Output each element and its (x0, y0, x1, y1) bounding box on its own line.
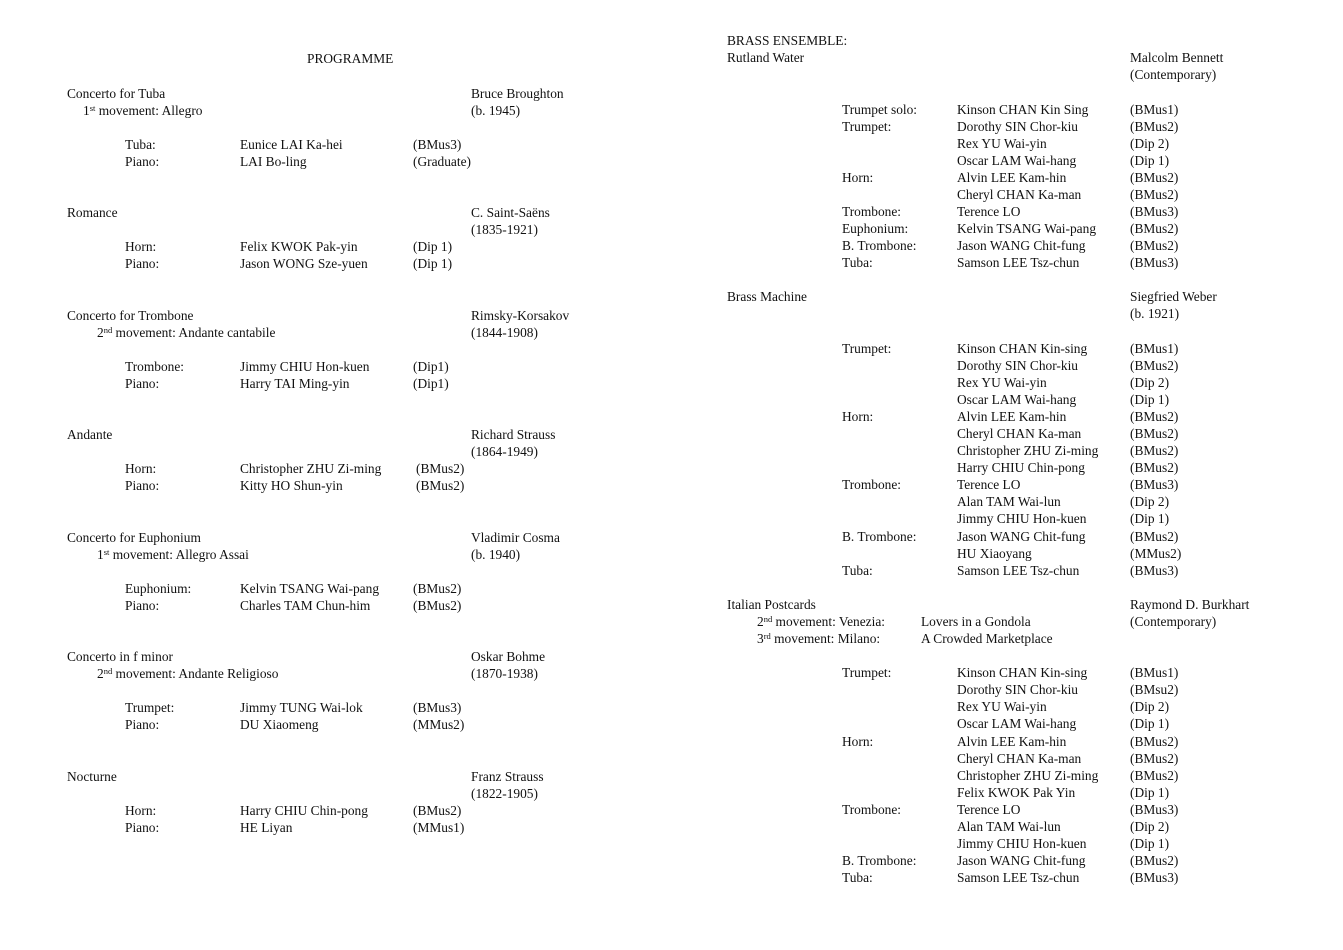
performer-name: Kelvin TSANG Wai-pang (957, 221, 1097, 236)
piece-title: Romance (67, 205, 118, 220)
performer-status: (BMus2) (1130, 187, 1179, 202)
performer-instrument: Piano: (125, 376, 160, 391)
performer-status: (BMus3) (413, 700, 462, 715)
performer-name: Harry CHIU Chin-pong (240, 803, 368, 818)
piece-movement: 1st movement: Allegro Assai (97, 547, 249, 562)
performer-status: (BMus1) (1130, 102, 1179, 117)
composer-dates: (b. 1940) (471, 547, 521, 562)
performer-status: (Dip 2) (1130, 699, 1170, 714)
performer-instrument: Trombone: (842, 204, 902, 219)
performer-status: (BMus2) (1130, 751, 1179, 766)
performer-status: (BMsu2) (1130, 682, 1179, 697)
performer-status: (BMus2) (1130, 238, 1179, 253)
performer-name: Harry TAI Ming-yin (240, 376, 350, 391)
performer-status: (BMus3) (1130, 255, 1179, 270)
performer-instrument: Euphonium: (125, 581, 192, 596)
performer-instrument: Tuba: (842, 870, 873, 885)
performer-name: Alvin LEE Kam-hin (957, 170, 1067, 185)
performer-instrument: Euphonium: (842, 221, 909, 236)
performer-status: (Dip1) (413, 359, 449, 374)
performer-status: (BMus2) (1130, 460, 1179, 475)
piece-movement: 1st movement: Allegro (83, 103, 203, 118)
performer-instrument: Horn: (842, 170, 874, 185)
piece-title: Concerto for Euphonium (67, 530, 201, 545)
movement-label: 2nd movement: Venezia: (757, 614, 885, 629)
performer-name: Christopher ZHU Zi-ming (957, 443, 1099, 458)
piece-title: Nocturne (67, 769, 117, 784)
performer-name: Oscar LAM Wai-hang (957, 716, 1077, 731)
performer-status: (MMus2) (1130, 546, 1182, 561)
piece-movement: 2nd movement: Andante Religioso (97, 666, 279, 681)
performer-name: Samson LEE Tsz-chun (957, 255, 1080, 270)
performer-status: (BMus1) (1130, 665, 1179, 680)
performer-name: Jason WANG Chit-fung (957, 853, 1086, 868)
performer-status: (BMus2) (1130, 443, 1179, 458)
performer-name: Christopher ZHU Zi-ming (957, 768, 1099, 783)
performer-status: (BMus2) (413, 803, 462, 818)
programme-heading: PROGRAMME (307, 51, 394, 66)
performer-status: (Dip 1) (1130, 153, 1170, 168)
performer-status: (BMus3) (1130, 802, 1179, 817)
performer-name: Jimmy CHIU Hon-kuen (957, 511, 1087, 526)
performer-instrument: B. Trombone: (842, 853, 917, 868)
performer-name: Jason WANG Chit-fung (957, 529, 1086, 544)
performer-name: Cheryl CHAN Ka-man (957, 187, 1082, 202)
performer-status: (Dip 1) (1130, 511, 1170, 526)
performer-name: Rex YU Wai-yin (957, 699, 1047, 714)
composer-name: C. Saint-Saëns (471, 205, 550, 220)
performer-status: (Dip 2) (1130, 375, 1170, 390)
performer-instrument: Trombone: (842, 477, 902, 492)
performer-name: Harry CHIU Chin-pong (957, 460, 1085, 475)
performer-name: Cheryl CHAN Ka-man (957, 751, 1082, 766)
piece-title: Andante (67, 427, 113, 442)
performer-instrument: Piano: (125, 717, 160, 732)
performer-status: (BMus3) (1130, 870, 1179, 885)
performer-instrument: Trombone: (842, 802, 902, 817)
performer-instrument: Tuba: (842, 563, 873, 578)
performer-name: Kinson CHAN Kin-sing (957, 665, 1088, 680)
performer-name: DU Xiaomeng (240, 717, 319, 732)
performer-status: (BMus2) (1130, 529, 1179, 544)
performer-status: (BMus2) (1130, 358, 1179, 373)
performer-status: (BMus3) (413, 137, 462, 152)
performer-status: (BMus2) (416, 461, 465, 476)
performer-name: Alvin LEE Kam-hin (957, 734, 1067, 749)
movement-label: 3rd movement: Milano: (757, 631, 881, 646)
performer-status: (MMus2) (413, 717, 465, 732)
performer-name: Cheryl CHAN Ka-man (957, 426, 1082, 441)
piece-title: Brass Machine (727, 289, 807, 304)
performer-name: Rex YU Wai-yin (957, 375, 1047, 390)
performer-instrument: Piano: (125, 598, 160, 613)
performer-name: Christopher ZHU Zi-ming (240, 461, 382, 476)
performer-instrument: Trombone: (125, 359, 185, 374)
performer-status: (BMus3) (1130, 563, 1179, 578)
performer-name: Alvin LEE Kam-hin (957, 409, 1067, 424)
performer-instrument: Horn: (842, 734, 874, 749)
performer-instrument: Horn: (842, 409, 874, 424)
performer-instrument: Piano: (125, 154, 160, 169)
performer-name: Jimmy CHIU Hon-kuen (240, 359, 370, 374)
performer-status: (BMus2) (413, 598, 462, 613)
performer-status: (BMus2) (1130, 119, 1179, 134)
composer-name: Raymond D. Burkhart (1130, 597, 1250, 612)
performer-name: Charles TAM Chun-him (240, 598, 371, 613)
performer-status: (BMus2) (1130, 409, 1179, 424)
composer-dates: (Contemporary) (1130, 614, 1217, 629)
performer-status: (Dip 2) (1130, 136, 1170, 151)
performer-name: Kitty HO Shun-yin (240, 478, 343, 493)
composer-name: Vladimir Cosma (471, 530, 560, 545)
performer-status: (Dip 1) (1130, 836, 1170, 851)
performer-status: (Dip 1) (413, 239, 453, 254)
performer-status: (BMus2) (1130, 853, 1179, 868)
performer-status: (BMus2) (1130, 221, 1179, 236)
composer-dates: (b. 1945) (471, 103, 521, 118)
performer-name: HU Xiaoyang (957, 546, 1032, 561)
performer-instrument: Tuba: (125, 137, 156, 152)
performer-name: Alan TAM Wai-lun (957, 819, 1061, 834)
performer-status: (BMus2) (1130, 170, 1179, 185)
composer-name: Siegfried Weber (1130, 289, 1217, 304)
piece-title: Concerto in f minor (67, 649, 173, 664)
composer-name: Malcolm Bennett (1130, 50, 1224, 65)
performer-instrument: B. Trombone: (842, 529, 917, 544)
performer-name: Jason WANG Chit-fung (957, 238, 1086, 253)
performer-name: Samson LEE Tsz-chun (957, 870, 1080, 885)
performer-status: (BMus2) (1130, 768, 1179, 783)
performer-name: Terence LO (957, 802, 1021, 817)
performer-status: (Graduate) (413, 154, 471, 169)
performer-name: Kinson CHAN Kin-sing (957, 341, 1088, 356)
performer-status: (Dip1) (413, 376, 449, 391)
performer-instrument: B. Trombone: (842, 238, 917, 253)
piece-title: Rutland Water (727, 50, 805, 65)
performer-name: HE Liyan (240, 820, 293, 835)
performer-instrument: Horn: (125, 239, 157, 254)
composer-dates: (1844-1908) (471, 325, 538, 340)
performer-name: Kinson CHAN Kin Sing (957, 102, 1089, 117)
composer-dates: (b. 1921) (1130, 306, 1180, 321)
performer-name: Oscar LAM Wai-hang (957, 153, 1077, 168)
performer-instrument: Horn: (125, 461, 157, 476)
performer-status: (BMus3) (1130, 477, 1179, 492)
performer-instrument: Trumpet: (842, 665, 892, 680)
performer-instrument: Trumpet: (842, 341, 892, 356)
composer-name: Bruce Broughton (471, 86, 564, 101)
composer-dates: (1870-1938) (471, 666, 538, 681)
performer-status: (BMus2) (1130, 734, 1179, 749)
performer-instrument: Trumpet: (125, 700, 175, 715)
brass-ensemble-heading: BRASS ENSEMBLE: (727, 33, 848, 48)
performer-status: (Dip 1) (413, 256, 453, 271)
composer-name: Oskar Bohme (471, 649, 546, 664)
performer-status: (BMus1) (1130, 341, 1179, 356)
performer-instrument: Horn: (125, 803, 157, 818)
performer-name: Jimmy TUNG Wai-lok (240, 700, 363, 715)
piece-title: Concerto for Tuba (67, 86, 166, 101)
performer-status: (Dip 1) (1130, 392, 1170, 407)
performer-name: Dorothy SIN Chor-kiu (957, 358, 1078, 373)
performer-name: Terence LO (957, 477, 1021, 492)
movement-name: A Crowded Marketplace (921, 631, 1053, 646)
performer-instrument: Piano: (125, 820, 160, 835)
performer-name: Felix KWOK Pak-yin (240, 239, 358, 254)
performer-name: Dorothy SIN Chor-kiu (957, 119, 1078, 134)
performer-status: (BMus3) (1130, 204, 1179, 219)
performer-name: Felix KWOK Pak Yin (957, 785, 1076, 800)
performer-status: (Dip 2) (1130, 819, 1170, 834)
performer-instrument: Piano: (125, 256, 160, 271)
performer-name: Kelvin TSANG Wai-pang (240, 581, 380, 596)
performer-name: LAI Bo-ling (240, 154, 307, 169)
composer-dates: (1822-1905) (471, 786, 538, 801)
composer-dates: (1835-1921) (471, 222, 538, 237)
performer-instrument: Tuba: (842, 255, 873, 270)
performer-status: (Dip 2) (1130, 494, 1170, 509)
performer-name: Oscar LAM Wai-hang (957, 392, 1077, 407)
performer-name: Eunice LAI Ka-hei (240, 137, 343, 152)
performer-name: Jimmy CHIU Hon-kuen (957, 836, 1087, 851)
performer-name: Jason WONG Sze-yuen (240, 256, 368, 271)
performer-instrument: Piano: (125, 478, 160, 493)
performer-instrument: Trumpet solo: (842, 102, 918, 117)
performer-name: Samson LEE Tsz-chun (957, 563, 1080, 578)
performer-status: (BMus2) (413, 581, 462, 596)
composer-name: Franz Strauss (471, 769, 544, 784)
performer-status: (MMus1) (413, 820, 465, 835)
performer-status: (Dip 1) (1130, 716, 1170, 731)
composer-name: Rimsky-Korsakov (471, 308, 570, 323)
performer-name: Dorothy SIN Chor-kiu (957, 682, 1078, 697)
composer-dates: (Contemporary) (1130, 67, 1217, 82)
composer-name: Richard Strauss (471, 427, 556, 442)
performer-name: Alan TAM Wai-lun (957, 494, 1061, 509)
performer-status: (Dip 1) (1130, 785, 1170, 800)
performer-instrument: Trumpet: (842, 119, 892, 134)
piece-movement: 2nd movement: Andante cantabile (97, 325, 276, 340)
performer-name: Rex YU Wai-yin (957, 136, 1047, 151)
movement-name: Lovers in a Gondola (921, 614, 1031, 629)
piece-title: Italian Postcards (727, 597, 816, 612)
performer-status: (BMus2) (416, 478, 465, 493)
composer-dates: (1864-1949) (471, 444, 538, 459)
piece-title: Concerto for Trombone (67, 308, 194, 323)
performer-name: Terence LO (957, 204, 1021, 219)
performer-status: (BMus2) (1130, 426, 1179, 441)
